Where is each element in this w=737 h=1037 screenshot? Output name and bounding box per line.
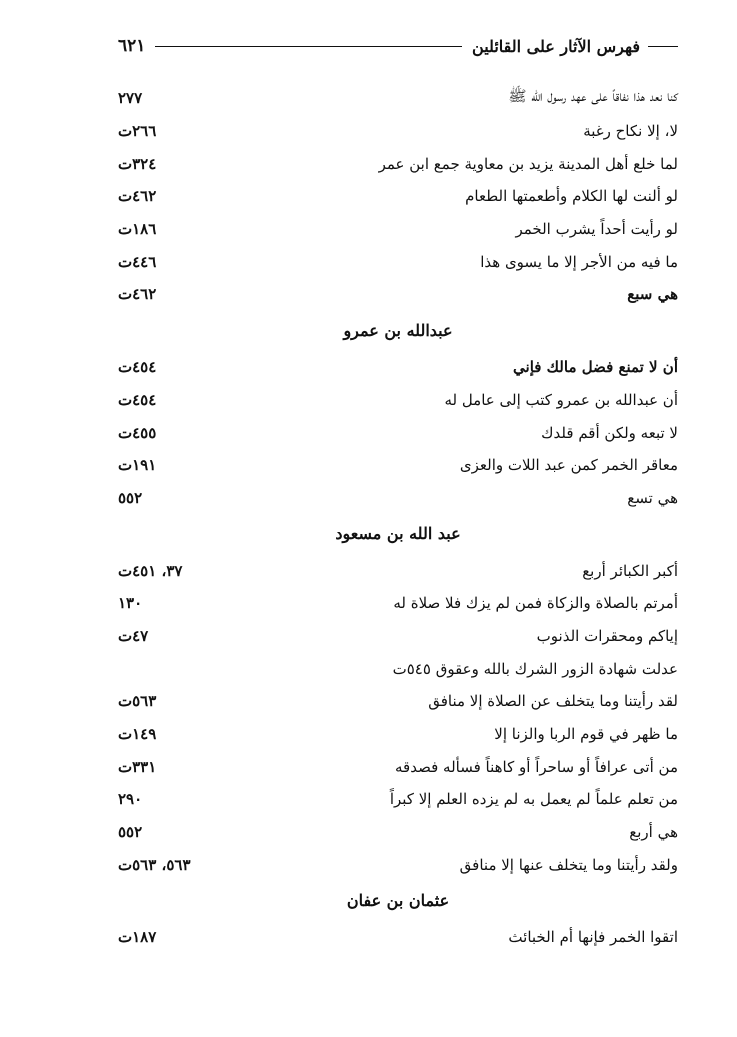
index-entry <box>118 783 678 816</box>
entry-text: من أتى عرافاً أو ساحراً أو كاهناً فسأله فصدقه <box>395 757 678 776</box>
entry-ref: ٣٢٤ت <box>118 154 157 173</box>
index-entry <box>118 482 678 515</box>
entry-text: أن لا تمنع فضل مالك فإني <box>513 358 678 377</box>
entry-ref: ٤٥٥ت <box>118 423 157 442</box>
entry-text: كنا نعد هذا نفاقاً على عهد رسول الله ﷺ <box>508 87 678 106</box>
entry-ref: ١٩١ت <box>118 456 157 475</box>
index-entry <box>118 115 678 148</box>
index-entry <box>118 384 678 417</box>
entry-ref: ٢٩٠ <box>118 790 143 809</box>
running-title: فهرس الآثار على القائلين <box>472 36 640 56</box>
entry-text: أن عبدالله بن عمرو كتب إلى عامل له <box>444 390 678 409</box>
entry-text: لقد رأيتنا وما يتخلف عن الصلاة إلا منافق <box>428 692 678 711</box>
section-heading: عبد الله بن مسعود <box>335 524 461 544</box>
entry-text: هي أربع <box>629 823 678 842</box>
entry-text: هي تسع <box>627 488 678 507</box>
entry-text: لما خلع أهل المدينة يزيد بن معاوية جمع ابن عمر <box>378 154 678 173</box>
entry-ref: ٥٥٢ <box>118 823 143 842</box>
index-entry <box>118 416 678 449</box>
index-entry <box>118 278 678 311</box>
index-entry <box>118 685 678 718</box>
header-rule-right <box>648 46 678 47</box>
index-entry <box>118 587 678 620</box>
entry-text: ما ظهر في قوم الربا والزنا إلا <box>494 725 678 744</box>
entry-ref: ٤٤٦ت <box>118 252 157 271</box>
entry-text: معاقر الخمر كمن عبد اللات والعزى <box>459 456 678 475</box>
entry-text: ما فيه من الأجر إلا ما يسوى هذا <box>480 252 678 271</box>
entry-ref: ٥٥٢ <box>118 488 143 507</box>
header-rule-middle <box>155 46 462 47</box>
entry-ref: ٣٣١ت <box>118 757 157 776</box>
entry-ref: ١٣٠ <box>118 594 143 613</box>
entry-text: لا، إلا نكاح رغبة <box>583 122 678 141</box>
index-entry <box>118 82 678 115</box>
entry-text: من تعلم علماً لم يعمل به لم يزده العلم إلا كبراً <box>389 790 678 809</box>
index-entry <box>118 750 678 783</box>
index-entry <box>118 620 678 653</box>
entry-text: ولقد رأيتنا وما يتخلف عنها إلا منافق <box>459 855 678 874</box>
page-number: ٦٢١ <box>118 36 146 56</box>
entry-ref: ٥٦٣، ٥٦٣ت <box>118 855 191 874</box>
entry-text: أكبر الكبائر أربع <box>582 561 678 580</box>
index-entry <box>118 147 678 180</box>
entry-ref: ٤٦٢ت <box>118 285 157 304</box>
page-header <box>118 30 678 62</box>
entry-ref: ١٨٧ت <box>118 928 157 947</box>
entry-text: لا تبعه ولكن أقم قلدك <box>541 423 678 442</box>
section-heading: عثمان بن عفان <box>346 891 450 911</box>
entry-text: إياكم ومحقرات الذنوب <box>536 626 678 645</box>
index-entry <box>118 351 678 384</box>
index-entry <box>118 921 678 954</box>
entry-ref: ٤٥٤ت <box>118 390 157 409</box>
index-list <box>118 82 678 954</box>
entry-ref: ٤٥٤ت <box>118 358 157 377</box>
section-heading: عبدالله بن عمرو <box>343 320 453 340</box>
entry-ref: ٤٦٢ت <box>118 187 157 206</box>
index-entry <box>118 245 678 278</box>
entry-text: أمرتم بالصلاة والزكاة فمن لم يزك فلا صلاة له <box>393 594 678 613</box>
index-entry <box>118 213 678 246</box>
index-entry <box>118 816 678 849</box>
entry-ref: ٢٧٧ <box>118 89 143 108</box>
entry-ref: ٥٦٣ت <box>118 692 157 711</box>
entry-text: لو رأيت أحداً يشرب الخمر <box>515 220 678 239</box>
entry-text: اتقوا الخمر فإنها أم الخبائث <box>508 928 678 947</box>
index-entry <box>118 554 678 587</box>
index-entry <box>118 449 678 482</box>
entry-text: لو ألنت لها الكلام وأطعمتها الطعام <box>465 187 678 206</box>
entry-text: عدلت شهادة الزور الشرك بالله وعقوق ٥٤٥ت <box>392 659 678 678</box>
index-entry <box>118 180 678 213</box>
index-entry <box>118 718 678 751</box>
index-entry <box>118 848 678 881</box>
entry-ref: ٢٦٦ت <box>118 122 157 141</box>
entry-ref: ١٨٦ت <box>118 220 157 239</box>
entry-text: هي سبع <box>627 285 678 304</box>
entry-ref: ١٤٩ت <box>118 725 157 744</box>
entry-ref: ٤٧ت <box>118 626 149 645</box>
entry-ref: ٣٧، ٤٥١ت <box>118 561 183 580</box>
index-entry <box>118 652 678 685</box>
